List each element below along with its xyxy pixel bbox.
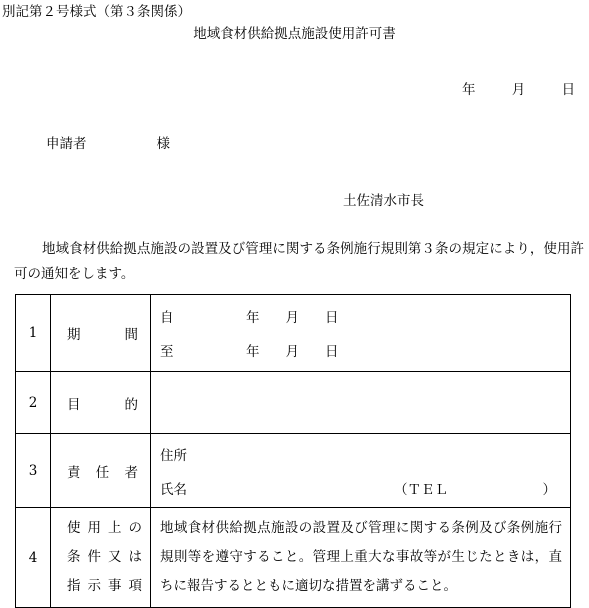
period-cell bbox=[151, 295, 571, 372]
name-label: 氏名 bbox=[160, 481, 187, 498]
form-number: 別記第２号様式（第３条関係） bbox=[2, 4, 191, 20]
conditions-text: 地域食材供給拠点施設の設置及び管理に関する条例及び条例施行規則等を遵守すること。管理上重大な事故等が生じたときは，直ちに報告するとともに適切な措置を講ずること。 bbox=[160, 520, 562, 594]
row-number: 1 bbox=[16, 295, 51, 372]
item-char: 目 bbox=[67, 396, 81, 413]
item-label-conditions bbox=[51, 508, 151, 608]
item-label-period bbox=[51, 295, 151, 372]
from-year-label: 年 bbox=[246, 310, 260, 326]
name-line bbox=[151, 471, 570, 505]
table-row-responsible bbox=[16, 434, 571, 508]
row-number: 3 bbox=[16, 434, 51, 508]
purpose-cell bbox=[151, 372, 571, 434]
item-char: 期 bbox=[67, 327, 81, 343]
row-number: 2 bbox=[16, 372, 51, 434]
item-char: 責 bbox=[67, 464, 81, 481]
item-label-purpose bbox=[51, 372, 151, 434]
table-row-conditions bbox=[16, 508, 571, 608]
conditions-cell bbox=[151, 508, 571, 608]
item-char: は bbox=[128, 549, 142, 565]
applicant-honorific: 様 bbox=[156, 136, 170, 152]
item-char: 者 bbox=[124, 464, 138, 481]
document-title: 地域食材供給拠点施設使用許可書 bbox=[193, 26, 396, 42]
item-char: 上 bbox=[108, 520, 122, 536]
tel-field bbox=[394, 478, 556, 498]
item-char: 任 bbox=[95, 464, 110, 481]
period-to-label: 至 bbox=[160, 344, 174, 360]
item-char: の bbox=[128, 520, 142, 536]
notice-text: 地域食材供給拠点施設の設置及び管理に関する条例施行規則第３条の規定により，使用許可の通知をします。 bbox=[14, 241, 584, 282]
tel-label: （ＴＥＬ bbox=[394, 481, 448, 498]
item-char: 件 bbox=[87, 549, 101, 565]
applicant-label: 申請者 bbox=[46, 136, 87, 152]
tel-close-paren: ） bbox=[542, 481, 556, 498]
item-char: 用 bbox=[87, 520, 101, 536]
from-day-label: 日 bbox=[325, 310, 339, 326]
date-day-label: 日 bbox=[561, 82, 576, 98]
item-char: 間 bbox=[124, 327, 138, 343]
item-char: 的 bbox=[124, 396, 138, 413]
item-label-responsible bbox=[51, 434, 151, 508]
applicant-line bbox=[46, 132, 170, 152]
period-from-line bbox=[151, 299, 570, 333]
to-year-label: 年 bbox=[246, 344, 260, 360]
from-month-label: 月 bbox=[285, 310, 299, 326]
period-to-line bbox=[151, 333, 570, 367]
item-char: 示 bbox=[87, 578, 101, 594]
date-month-label: 月 bbox=[511, 82, 526, 98]
item-char: 条 bbox=[67, 549, 81, 565]
period-from-label: 自 bbox=[160, 310, 174, 326]
to-month-label: 月 bbox=[285, 344, 299, 360]
table-row-purpose bbox=[16, 372, 571, 434]
item-char: 項 bbox=[128, 578, 142, 594]
issuer-name: 土佐清水市長 bbox=[343, 193, 424, 209]
item-char: 指 bbox=[67, 578, 81, 594]
to-day-label: 日 bbox=[325, 344, 339, 360]
address-label: 住所 bbox=[160, 447, 187, 464]
item-char: 又 bbox=[108, 549, 122, 565]
responsible-cell bbox=[151, 434, 571, 508]
address-line bbox=[151, 437, 570, 471]
row-number: 4 bbox=[16, 508, 51, 608]
permit-details-table bbox=[15, 294, 571, 608]
table-row-period bbox=[16, 295, 571, 372]
issue-date-line bbox=[462, 78, 575, 98]
date-year-label: 年 bbox=[462, 82, 476, 98]
item-char: 使 bbox=[67, 520, 81, 536]
item-char: 事 bbox=[108, 578, 122, 594]
